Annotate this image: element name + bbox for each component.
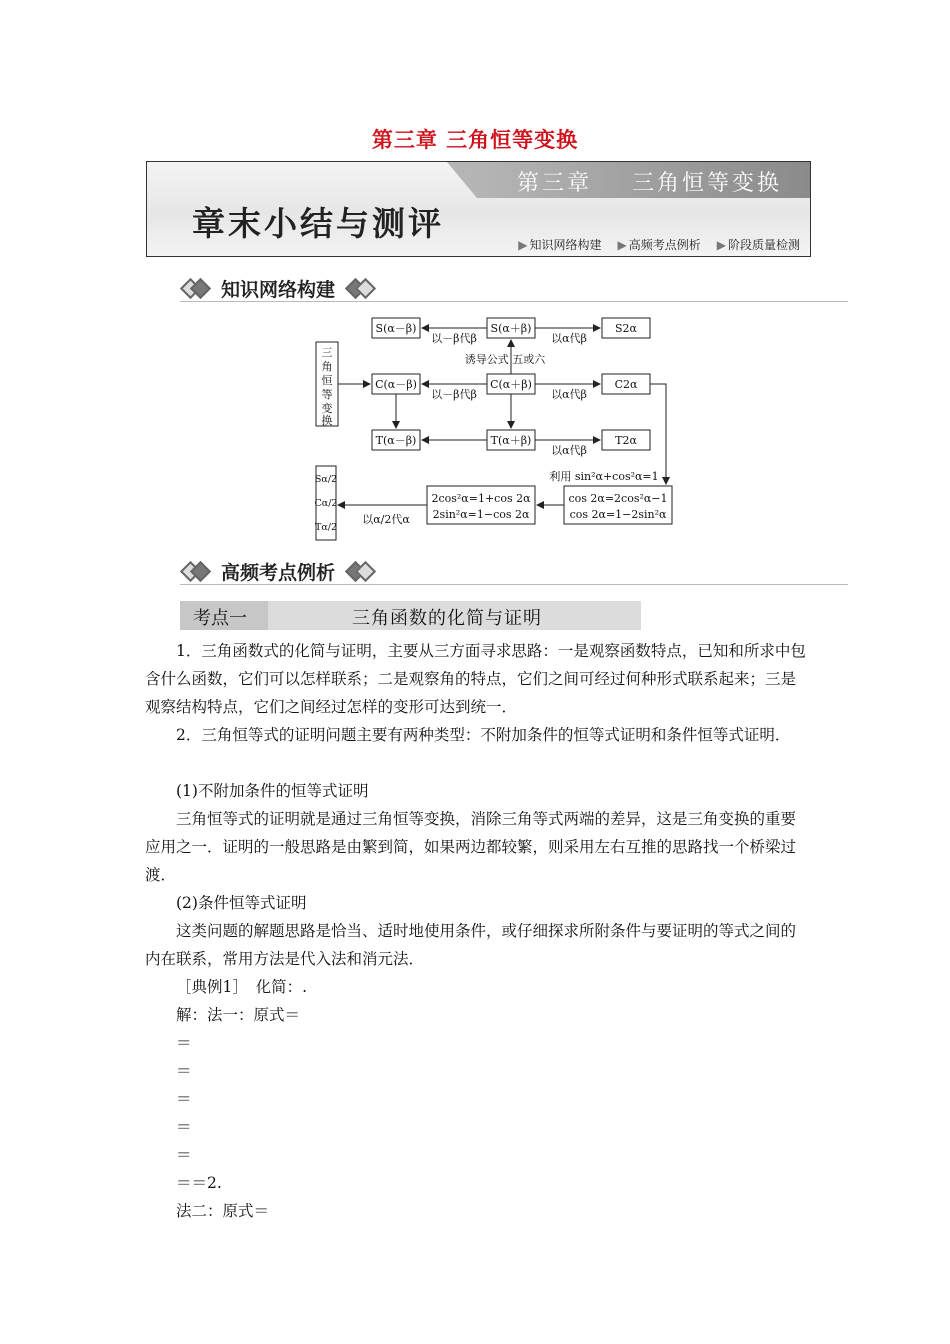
box-label: T(α＋β): [490, 434, 532, 447]
triangle-right-icon: ▶: [716, 238, 726, 252]
side-label-char: 等: [321, 388, 333, 401]
paragraph: 三角恒等式的证明就是通过三角恒等变换，消除三角等式两端的差异，这是三角变换的重要应用之一．证明的一般思路是由繁到简，如果两边都较繁，则采用左右互推的思路找一个桥梁过渡．: [145, 810, 797, 884]
triangle-right-icon: ▶: [617, 238, 627, 252]
equation-line: ＝: [176, 1090, 192, 1108]
side-label-char: 恒: [321, 374, 333, 387]
side-label-char: 换: [321, 414, 333, 427]
formula: 2cos²α=1+cos 2α: [431, 492, 531, 505]
side-label-char: 角: [321, 360, 333, 373]
subheading: (1)不附加条件的恒等式证明: [176, 782, 369, 800]
side-label-char: 变: [321, 402, 333, 415]
section-heading-network: 知识网络构建: [180, 273, 376, 303]
formula: cos 2α=1−2sin²α: [569, 508, 667, 521]
box-label: T(α－β): [375, 434, 417, 447]
chapter-banner: [146, 161, 811, 257]
equation-line: ＝: [176, 1062, 192, 1080]
box-label: Tα/2: [315, 522, 337, 533]
equation-line: ＝: [176, 1118, 192, 1136]
arrow-label: 诱导公式 五或六: [464, 353, 546, 366]
banner-chapter: 第三章 三角恒等变换: [517, 171, 782, 196]
section-heading-highfreq: 高频考点例析: [180, 556, 376, 586]
box-label: S(α－β): [375, 322, 417, 335]
knowledge-network-diagram: [300, 310, 690, 550]
box-label: S2α: [615, 322, 637, 335]
triangle-right-icon: ▶: [518, 238, 528, 252]
box-label: C2α: [614, 378, 638, 391]
arrow-label: 以α代β: [551, 388, 587, 401]
paragraph: 2．三角恒等式的证明问题主要有两种类型：不附加条件的恒等式证明和条件恒等式证明．: [176, 726, 791, 744]
formula: 2sin²α=1−cos 2α: [432, 508, 530, 521]
kaodian-title: 三角函数的化简与证明: [352, 608, 542, 629]
banner-nav: [518, 236, 800, 253]
kaodian-bar: [180, 601, 641, 630]
solution-line: 法二：原式＝: [176, 1202, 270, 1220]
arrow-label: 以α代β: [551, 444, 587, 457]
paragraph: 1．三角函数式的化简与证明，主要从三方面寻求思路：一是观察函数特点，已知和所求中包含什么函数，它们可以怎样联系；二是观察角的特点，它们之间可经过何种形式联系起来；三是观察结构特点，它们之间经过怎样的变形可达到统一．: [145, 642, 806, 716]
banner-title: 章末小结与测评: [192, 204, 444, 243]
kaodian-label: 考点一: [193, 608, 247, 629]
paragraph: 这类问题的解题思路是恰当、适时地使用条件，或仔细探求所附条件与要证明的等式之间的内在联系，常用方法是代入法和消元法．: [145, 922, 797, 968]
box-label: Sα/2: [314, 474, 338, 485]
subheading: (2)条件恒等式证明: [176, 894, 307, 912]
box-label: S(α＋β): [490, 322, 532, 335]
box-label: Cα/2: [314, 498, 338, 509]
chapter-title: 第三章 三角恒等变换: [371, 127, 579, 152]
section-divider: [180, 584, 848, 585]
example-heading: ［典例1］ 化简：.: [176, 978, 308, 996]
solution-line: 解：法一：原式＝: [176, 1006, 301, 1024]
section-divider: [180, 301, 848, 302]
box-label: T2α: [615, 434, 637, 447]
arrow-label: 利用 sin²α+cos²α=1: [549, 470, 659, 483]
arrow-label: 以－β代β: [431, 388, 477, 401]
equation-line: ＝: [176, 1034, 192, 1052]
banner-nav-item[interactable]: ▶ 高频考点例析: [617, 238, 701, 252]
banner-nav-item[interactable]: ▶ 知识网络构建: [518, 238, 602, 252]
formula: cos 2α=2cos²α−1: [568, 492, 668, 505]
banner-nav-item[interactable]: ▶ 阶段质量检测: [716, 238, 800, 252]
arrow-label: 以－β代β: [431, 332, 477, 345]
banner-wedge: [447, 162, 477, 198]
equation-line: ＝＝2.: [176, 1174, 222, 1192]
arrow-label: 以α/2代α: [362, 513, 410, 526]
side-label-char: 三: [321, 346, 333, 359]
arrow-label: 以α代β: [551, 332, 587, 345]
box-label: C(α＋β): [490, 378, 532, 391]
equation-line: ＝: [176, 1146, 192, 1164]
box-label: C(α－β): [375, 378, 417, 391]
